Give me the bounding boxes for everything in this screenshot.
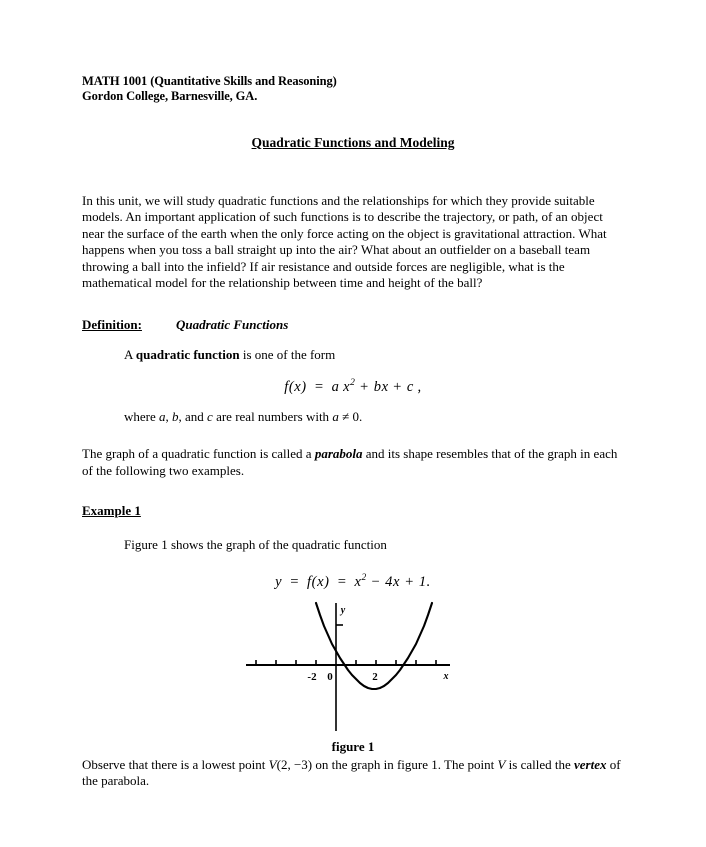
where-var-a: a	[159, 409, 166, 425]
figure-caption: figure 1	[331, 738, 375, 754]
observation-point-coords: (2, −3)	[276, 756, 313, 772]
intro-paragraph: In this unit, we will study quadratic functions and the relationships for which they provide suitable models. An important application of such functions is to describe the trajectory, or path, of an object near the surface of the earth when the only force acting on the object is gravitational attraction. What happens when you toss a ball straight up into the air? What about an outfielder on a baseball team throwing a ball into the infield? If air resistance and outside forces are negligible, what is the mathematical model for the relationship between time and height of the ball?	[82, 193, 607, 291]
course-header	[82, 74, 624, 103]
equation-equals: =	[313, 379, 325, 396]
document-content	[82, 74, 624, 790]
page-title	[82, 135, 624, 151]
equation-example	[82, 573, 624, 591]
x-axis-label: x	[443, 670, 449, 682]
where-sep-1: ,	[165, 409, 173, 425]
definition-lead	[124, 347, 624, 363]
x-tick-label-2: 2	[372, 670, 378, 683]
course-header-line-1: MATH 1001 (Quantitative Skills and Reasoning)	[82, 74, 337, 88]
parabola-emphasis: parabola	[314, 446, 363, 462]
definition-lead-before: A	[124, 347, 136, 363]
parabola-paragraph	[82, 446, 624, 479]
definition-heading	[82, 317, 624, 333]
figure-container	[82, 601, 624, 733]
equation-example-equals-1: =	[289, 573, 300, 590]
equation-term-c: + c	[392, 379, 414, 396]
observation-point-label: V	[268, 756, 277, 772]
equation-example-equals-2: =	[336, 573, 348, 590]
equation-example-fx: f(x)	[307, 573, 330, 590]
equation-general-form	[82, 378, 624, 396]
equation-var-x: x	[343, 379, 351, 396]
equation-lhs: f(x)	[284, 379, 307, 396]
where-after: are real numbers with	[212, 409, 333, 425]
equation-example-rest: − 4x + 1.	[370, 573, 431, 590]
definition-lead-bold: quadratic function	[135, 347, 240, 363]
x-tick-label-0: 0	[327, 670, 333, 683]
where-var-b: b	[172, 409, 179, 425]
example-lead: Figure 1 shows the graph of the quadratic function	[124, 537, 387, 553]
definition-where-clause	[124, 409, 624, 425]
equation-example-y: y	[275, 573, 283, 590]
where-before: where	[124, 409, 160, 425]
equation-trailing-comma: ,	[417, 379, 422, 396]
course-header-line-2: Gordon College, Barnesville, GA.	[82, 88, 258, 103]
definition-label: Definition:	[82, 317, 142, 333]
example-heading-text: Example 1	[82, 503, 141, 519]
equation-example-exponent: 2	[361, 573, 367, 584]
observation-point-label-2: V	[497, 756, 506, 772]
definition-lead-after: is one of the form	[239, 347, 336, 363]
definition-term: Quadratic Functions	[175, 317, 289, 333]
equation-coef-a: a	[331, 379, 340, 396]
y-axis-label: y	[340, 604, 346, 616]
where-condition-var: a	[332, 409, 339, 425]
observation-emphasis: vertex	[574, 756, 607, 772]
where-condition-rest: ≠ 0.	[338, 409, 363, 425]
parabola-graph	[244, 601, 464, 733]
parabola-text-after: and its shape resembles that of the graph in each of the following two examples.	[82, 446, 618, 478]
observation-paragraph	[82, 757, 624, 790]
x-tick-label-neg2: -2	[307, 670, 317, 683]
where-var-c: c	[207, 409, 213, 425]
page-title-text: Quadratic Functions and Modeling	[251, 135, 455, 150]
parabola-text-before: The graph of a quadratic function is called a	[82, 446, 315, 462]
observation-after: is called the	[505, 756, 574, 772]
equation-example-var-x: x	[354, 573, 362, 590]
observation-before: Observe that there is a lowest point	[82, 756, 269, 772]
observation-tail: of the parabola.	[82, 756, 621, 789]
observation-middle: on the graph in figure 1. The point	[312, 756, 498, 772]
example-heading	[82, 503, 624, 519]
equation-term-b: + bx	[359, 379, 389, 396]
equation-exponent: 2	[350, 378, 356, 389]
where-sep-2: , and	[178, 409, 208, 425]
